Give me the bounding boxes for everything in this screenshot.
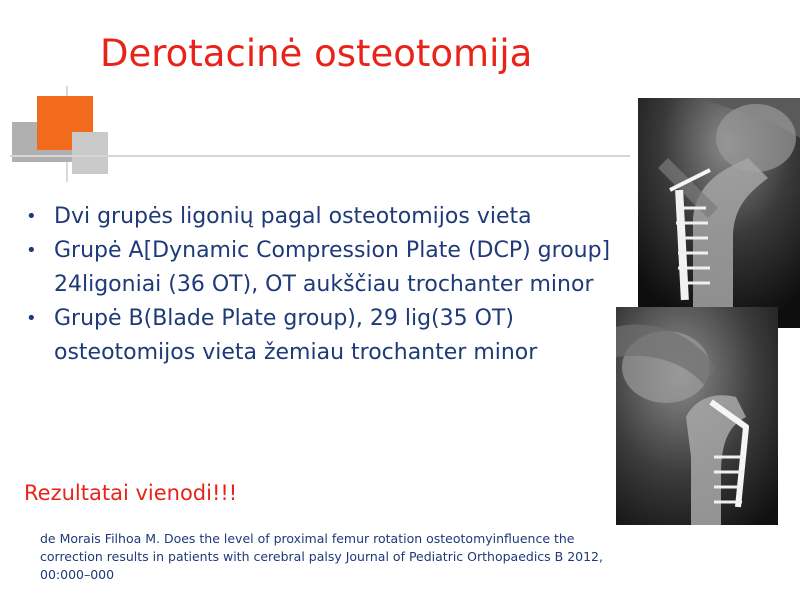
- bullet-marker-icon: •: [26, 206, 37, 227]
- bullet-item: [22, 234, 622, 302]
- decor-gray-square-small: [72, 132, 108, 174]
- bullet-item: [22, 200, 622, 234]
- bullet-text: Grupė A[Dynamic Compression Plate (DCP) group] 24ligoniai (36 OT), OT aukščiau trochanter minor: [54, 238, 611, 297]
- bullet-text: Grupė B(Blade Plate group), 29 lig(35 OT) osteotomijos vieta žemiau trochanter minor: [54, 306, 538, 365]
- xray-image-blade-plate: [616, 307, 778, 525]
- bullet-marker-icon: •: [26, 308, 37, 329]
- xray-image-dcp-plate: [638, 98, 800, 328]
- bullet-text: Dvi grupės ligonių pagal osteotomijos vieta: [54, 204, 532, 229]
- bullet-list: [22, 200, 622, 370]
- decor-horizontal-line: [10, 155, 630, 157]
- xray-dcp-graphic: [638, 98, 800, 328]
- result-text: Rezultatai vienodi!!!: [24, 481, 238, 505]
- reference-line: correction results in patients with cerebral palsy Journal of Pediatric Orthopaedics B 2012,: [40, 549, 603, 564]
- reference-line: 00:000–000: [40, 567, 115, 582]
- reference-citation: [40, 530, 640, 584]
- xray-blade-graphic: [616, 307, 778, 525]
- slide-title: Derotacinė osteotomija: [100, 32, 533, 75]
- bullet-marker-icon: •: [26, 240, 37, 261]
- bullet-item: [22, 302, 622, 370]
- reference-line: de Morais Filhoa M. Does the level of proximal femur rotation osteotomyinfluence the: [40, 531, 575, 546]
